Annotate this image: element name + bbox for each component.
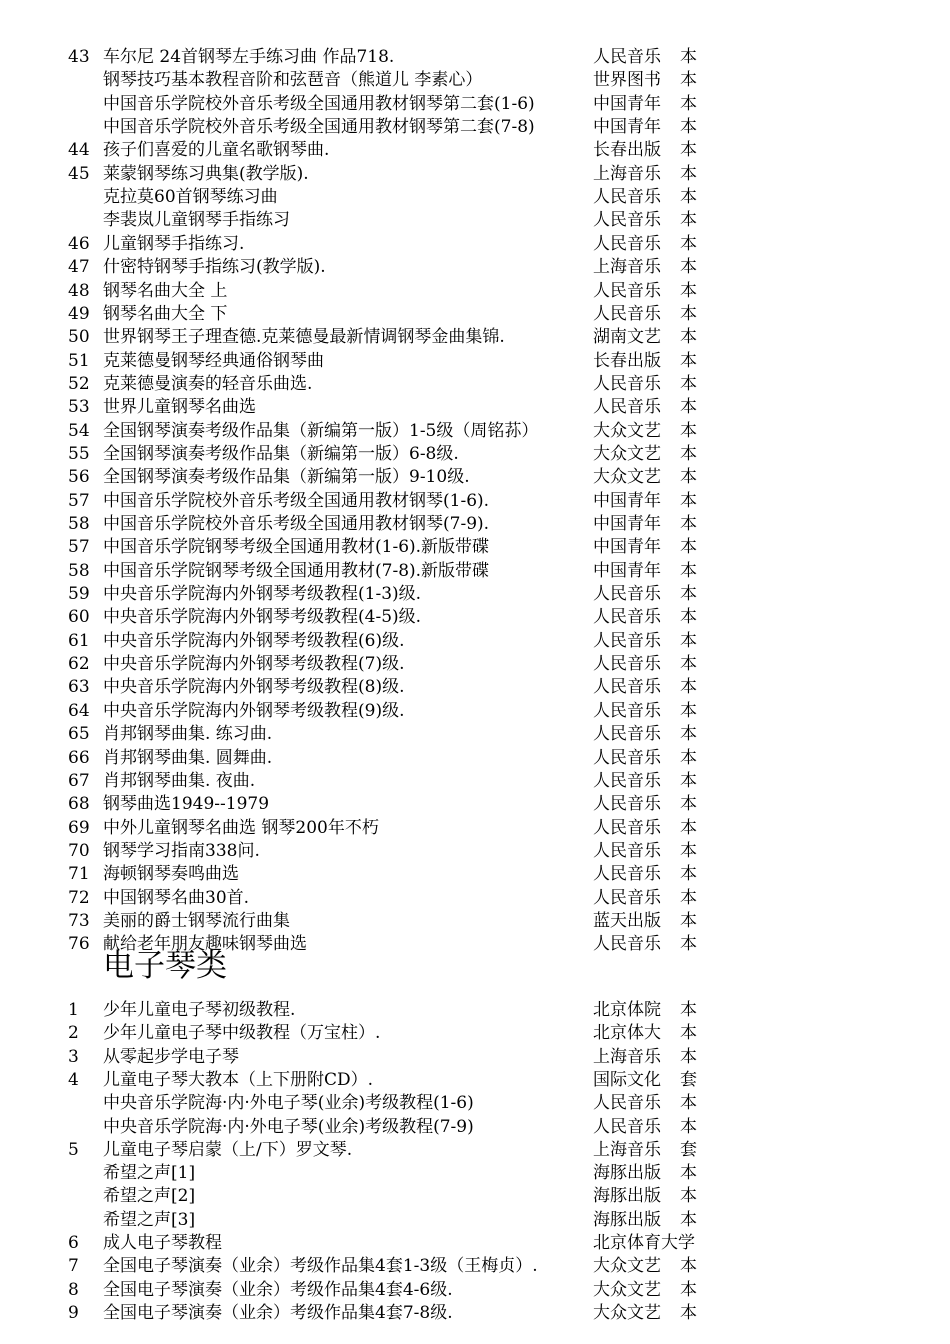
list-item-publisher: 大众文艺 [593,443,661,464]
list-item-title: 中央音乐学院海内外钢琴考级教程(6)级. [103,630,405,651]
list-item-number: 71 [68,864,90,885]
list-item-number: 57 [68,537,90,558]
list-item-title: 希望之声[3] [103,1209,196,1230]
list-item-number: 9 [68,1302,79,1323]
list-item-title: 中国音乐学院校外音乐考级全国通用教材钢琴(1-6). [103,490,490,511]
list-item-publisher: 人民音乐 [593,840,661,861]
list-item-unit: 本 [680,537,697,558]
list-item-title: 全国电子琴演奏（业余）考级作品集4套4-6级. [103,1279,453,1300]
list-item-publisher: 北京体大 [593,1023,661,1044]
list-item-title: 中央音乐学院海内外钢琴考级教程(4-5)级. [103,607,422,628]
list-item [0,1045,950,1069]
list-item-unit: 本 [680,934,697,955]
list-item [0,769,950,793]
list-item-publisher: 海豚出版 [593,1186,661,1207]
list-item-unit: 本 [680,93,697,114]
list-item-title: 少年儿童电子琴初级教程. [103,1000,296,1020]
list-item-title: 儿童电子琴启蒙（上/下）罗文琴. [103,1139,353,1160]
list-item-title: 钢琴曲选1949--1979 [103,794,270,815]
list-item [0,816,950,840]
list-item [0,1091,950,1115]
list-item-title: 什密特钢琴手指练习(教学版). [103,257,326,278]
list-item [0,909,950,933]
list-item-title: 中国音乐学院钢琴考级全国通用教材(7-8).新版带碟 [103,560,490,581]
list-item-number: 5 [68,1139,79,1160]
list-item-number: 54 [68,420,90,441]
list-item [0,372,950,396]
list-item-title: 钢琴名曲大全 上 [103,280,228,301]
list-item-number: 2 [68,1023,79,1044]
list-item [0,998,950,1022]
list-item [0,839,950,863]
list-item-number: 57 [68,490,90,511]
list-item-unit: 本 [680,724,697,745]
list-item-publisher: 人民音乐 [593,677,661,698]
list-item-unit: 本 [680,117,697,138]
list-item-number: 60 [68,607,90,628]
list-item-publisher: 中国青年 [593,514,661,534]
list-item-publisher: 人民音乐 [593,280,661,301]
list-item-unit: 本 [680,257,697,278]
list-item [0,1278,950,1302]
list-item-unit: 本 [680,70,697,91]
list-item [0,442,950,466]
list-item [0,349,950,373]
list-item-title: 肖邦钢琴曲集. 练习曲. [103,724,273,745]
list-item-number: 55 [68,443,90,464]
list-item-title: 克拉莫60首钢琴练习曲 [103,187,278,208]
list-item [0,255,950,279]
list-item-publisher: 大众文艺 [593,1256,661,1277]
list-item-title: 世界儿童钢琴名曲选 [103,397,256,418]
list-item [0,1161,950,1185]
list-item-publisher: 人民音乐 [593,373,661,394]
list-item [0,1021,950,1045]
list-item-publisher: 大众文艺 [593,420,661,441]
list-item-title: 全国钢琴演奏考级作品集（新编第一版）6-8级. [103,443,459,464]
list-item-publisher: 人民音乐 [593,187,661,208]
list-item [0,1184,950,1208]
list-item-number: 52 [68,373,90,394]
list-item-unit: 本 [680,327,697,348]
list-item-number: 64 [68,700,90,721]
list-item-publisher: 人民音乐 [593,887,661,908]
list-item [0,489,950,513]
list-item-unit: 本 [680,630,697,651]
list-item-number: 43 [68,47,90,67]
list-item-number: 56 [68,467,90,488]
list-item-title: 少年儿童电子琴中级教程（万宝柱）. [103,1023,381,1044]
list-item-unit: 套 [680,1069,697,1090]
list-item-title: 钢琴名曲大全 下 [103,303,228,324]
list-item-number: 4 [68,1069,79,1090]
list-item-publisher: 人民音乐 [593,233,661,254]
list-item-publisher: 大众文艺 [593,1279,661,1300]
list-item [0,115,950,139]
list-item [0,185,950,209]
list-item-publisher: 中国青年 [593,490,661,511]
list-item-publisher: 中国青年 [593,537,661,558]
list-item [0,582,950,606]
list-item-number: 46 [68,233,90,254]
list-item-unit: 本 [680,1209,697,1230]
list-item-title: 中央音乐学院海内外钢琴考级教程(8)级. [103,677,405,698]
list-item [0,792,950,816]
list-item-unit: 本 [680,910,697,931]
list-item [0,1208,950,1232]
list-item-unit: 本 [680,490,697,511]
list-item-publisher: 人民音乐 [593,630,661,651]
section-heading-electronic-keyboard: 电子琴类 [103,948,227,984]
list-item [0,675,950,699]
list-item-publisher: 人民音乐 [593,47,661,67]
list-item [0,68,950,92]
list-item-publisher: 人民音乐 [593,864,661,885]
list-item-number: 76 [68,934,90,955]
list-item-title: 中国音乐学院校外音乐考级全国通用教材钢琴第二套(7-8) [103,117,535,138]
list-item-publisher: 中国青年 [593,560,661,581]
list-item-publisher: 北京体育大学 [593,1233,695,1253]
list-item-title: 海顿钢琴奏鸣曲选 [103,864,239,885]
list-item-unit: 本 [680,560,697,581]
list-item [0,746,950,770]
list-item-publisher: 人民音乐 [593,794,661,815]
list-item-title: 克莱德曼演奏的轻音乐曲选. [103,373,313,394]
list-item-unit: 本 [680,303,697,324]
list-item-title: 世界钢琴王子理查德.克莱德曼最新情调钢琴金曲集锦. [103,327,505,348]
list-item [0,1068,950,1092]
list-item-unit: 本 [680,840,697,861]
list-item-publisher: 人民音乐 [593,770,661,791]
list-item [0,1115,950,1139]
list-item-number: 58 [68,514,90,534]
list-item-title: 全国电子琴演奏（业余）考级作品集4套1-3级（王梅贞）. [103,1256,538,1277]
list-item-number: 49 [68,303,90,324]
list-item [0,652,950,676]
list-item [0,232,950,256]
list-item [0,465,950,489]
list-item-title: 儿童钢琴手指练习. [103,233,245,254]
list-item-number: 51 [68,350,90,371]
list-item-unit: 本 [680,1093,697,1114]
list-item-unit: 本 [680,420,697,441]
list-item-unit: 本 [680,280,697,301]
list-item-unit: 本 [680,1000,697,1020]
list-item-publisher: 人民音乐 [593,397,661,418]
list-item-number: 61 [68,630,90,651]
list-item-unit: 本 [680,47,697,67]
list-item [0,1254,950,1278]
list-item-title: 全国钢琴演奏考级作品集（新编第一版）9-10级. [103,467,470,488]
list-item-unit: 本 [680,747,697,768]
list-item-title: 车尔尼 24首钢琴左手练习曲 作品718. [103,47,395,67]
list-item-number: 69 [68,817,90,838]
list-item-unit: 本 [680,373,697,394]
list-item-unit: 本 [680,770,697,791]
list-item-unit: 本 [680,1279,697,1300]
list-item [0,535,950,559]
list-item-unit: 本 [680,1302,697,1323]
list-item-title: 中央音乐学院海内外钢琴考级教程(9)级. [103,700,405,721]
list-item-number: 48 [68,280,90,301]
list-item-unit: 本 [680,350,697,371]
list-item-number: 73 [68,910,90,931]
list-item-unit: 本 [680,514,697,534]
list-item-title: 从零起步学电子琴 [103,1046,239,1067]
list-item-number: 6 [68,1233,79,1253]
list-item-unit: 本 [680,397,697,418]
list-item [0,92,950,116]
list-item-unit: 本 [680,1256,697,1277]
list-item [0,395,950,419]
list-item-publisher: 人民音乐 [593,747,661,768]
list-item [0,325,950,349]
list-item-title: 中国音乐学院钢琴考级全国通用教材(1-6).新版带碟 [103,537,490,558]
list-item-title: 全国钢琴演奏考级作品集（新编第一版）1-5级（周铭荪） [103,420,539,441]
list-item-publisher: 海豚出版 [593,1163,661,1184]
list-item [0,886,950,910]
list-item-publisher: 人民音乐 [593,607,661,628]
list-item-title: 肖邦钢琴曲集. 夜曲. [103,770,256,791]
list-item-number: 65 [68,724,90,745]
list-item [0,862,950,886]
list-item-number: 72 [68,887,90,908]
list-item-publisher: 人民音乐 [593,700,661,721]
list-item-publisher: 上海音乐 [593,257,661,278]
list-item-number: 66 [68,747,90,768]
list-item-unit: 本 [680,163,697,184]
list-item [0,1231,950,1255]
list-item [0,559,950,583]
list-item-title: 中国音乐学院校外音乐考级全国通用教材钢琴第二套(1-6) [103,93,535,114]
list-item-unit: 本 [680,864,697,885]
list-item [0,279,950,303]
list-item-unit: 本 [680,654,697,675]
list-item-title: 钢琴技巧基本教程音阶和弦琶音（熊道儿 李素心） [103,70,483,91]
list-item-number: 67 [68,770,90,791]
list-item-title: 中央音乐学院海·内·外电子琴(业余)考级教程(7-9) [103,1116,474,1137]
list-item-unit: 本 [680,1116,697,1137]
list-item-number: 63 [68,677,90,698]
list-item-unit: 本 [680,210,697,231]
list-item-publisher: 蓝天出版 [593,910,661,931]
list-item-publisher: 人民音乐 [593,303,661,324]
list-item-number: 58 [68,560,90,581]
list-item-unit: 本 [680,607,697,628]
list-item-number: 59 [68,584,90,605]
list-item-publisher: 世界图书 [593,70,661,91]
list-item-publisher: 人民音乐 [593,654,661,675]
list-item-number: 62 [68,654,90,675]
list-item-number: 45 [68,163,90,184]
list-item [0,162,950,186]
list-item-publisher: 人民音乐 [593,934,661,955]
list-item [0,605,950,629]
list-item-unit: 本 [680,817,697,838]
list-item-title: 中国钢琴名曲30首. [103,887,250,908]
list-item-title: 钢琴学习指南338问. [103,840,260,861]
list-item-title: 中央音乐学院海内外钢琴考级教程(1-3)级. [103,584,422,605]
list-item [0,722,950,746]
list-item-title: 儿童电子琴大教本（上下册附CD）. [103,1069,374,1090]
list-item-number: 1 [68,1000,79,1020]
list-item-title: 肖邦钢琴曲集. 圆舞曲. [103,747,273,768]
list-item-publisher: 国际文化 [593,1069,661,1090]
list-item-unit: 本 [680,700,697,721]
list-item-title: 李裴岚儿童钢琴手指练习 [103,210,290,231]
list-item-publisher: 人民音乐 [593,210,661,231]
list-item-publisher: 人民音乐 [593,1116,661,1137]
list-item-title: 美丽的爵士钢琴流行曲集 [103,910,290,931]
list-item-publisher: 人民音乐 [593,1093,661,1114]
list-item [0,419,950,443]
list-item-publisher: 中国青年 [593,117,661,138]
list-item-title: 莱蒙钢琴练习典集(教学版). [103,163,309,184]
list-item-number: 47 [68,257,90,278]
list-item-publisher: 长春出版 [593,350,661,371]
list-item-title: 希望之声[1] [103,1163,196,1184]
list-item-unit: 本 [680,1023,697,1044]
list-item-title: 中国音乐学院校外音乐考级全国通用教材钢琴(7-9). [103,514,490,534]
list-item-unit: 套 [680,1139,697,1160]
list-item-number: 7 [68,1256,79,1277]
list-item-unit: 本 [680,584,697,605]
list-item-number: 68 [68,794,90,815]
list-item-publisher: 海豚出版 [593,1209,661,1230]
list-item-publisher: 人民音乐 [593,724,661,745]
list-item-title: 中央音乐学院海·内·外电子琴(业余)考级教程(1-6) [103,1093,474,1114]
list-item-unit: 本 [680,1046,697,1067]
list-item-title: 成人电子琴教程 [103,1233,222,1253]
list-item [0,302,950,326]
list-item-publisher: 长春出版 [593,140,661,161]
list-item-number: 3 [68,1046,79,1067]
list-item-unit: 本 [680,677,697,698]
list-item [0,138,950,162]
list-item-unit: 本 [680,140,697,161]
list-item-unit: 本 [680,1163,697,1184]
list-item-unit: 本 [680,233,697,254]
list-item [0,512,950,536]
list-item-title: 希望之声[2] [103,1186,196,1207]
list-item-unit: 本 [680,794,697,815]
list-item-publisher: 上海音乐 [593,1139,661,1160]
list-item-number: 70 [68,840,90,861]
list-item-unit: 本 [680,1186,697,1207]
list-item-publisher: 人民音乐 [593,584,661,605]
list-item-number: 44 [68,140,90,161]
list-item-number: 53 [68,397,90,418]
list-item-number: 50 [68,327,90,348]
list-item-publisher: 大众文艺 [593,1302,661,1323]
list-item-title: 克莱德曼钢琴经典通俗钢琴曲 [103,350,324,371]
list-item-publisher: 中国青年 [593,93,661,114]
list-item [0,45,950,69]
list-item-publisher: 湖南文艺 [593,327,661,348]
list-item-publisher: 人民音乐 [593,817,661,838]
list-item-publisher: 上海音乐 [593,1046,661,1067]
list-item-title: 献给老年朋友趣味钢琴曲选 [103,934,307,955]
list-item [0,208,950,232]
list-item-title: 中央音乐学院海内外钢琴考级教程(7)级. [103,654,405,675]
list-item-publisher: 大众文艺 [593,467,661,488]
list-item [0,1138,950,1162]
list-item [0,699,950,723]
list-item-title: 全国电子琴演奏（业余）考级作品集4套7-8级. [103,1302,453,1323]
list-item-publisher: 北京体院 [593,1000,661,1020]
list-item-number: 8 [68,1279,79,1300]
list-item-unit: 本 [680,467,697,488]
list-item-unit: 本 [680,443,697,464]
list-item-title: 孩子们喜爱的儿童名歌钢琴曲. [103,140,330,161]
list-item-unit: 本 [680,887,697,908]
list-item-unit: 本 [680,187,697,208]
list-item [0,1301,950,1325]
list-item [0,629,950,653]
list-item-title: 中外儿童钢琴名曲选 钢琴200年不朽 [103,817,379,838]
list-item-publisher: 上海音乐 [593,163,661,184]
